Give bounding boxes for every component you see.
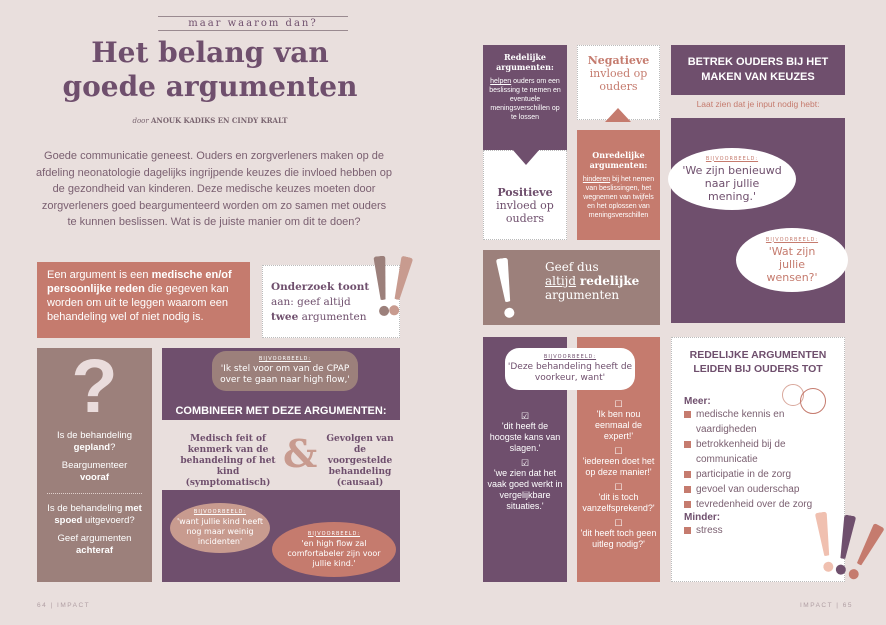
- speech-bubble: [212, 351, 358, 391]
- more-label: Meer:: [684, 396, 711, 407]
- timing-q2-post: uitgevoerd?: [82, 515, 135, 526]
- positive-bold: Positieve: [497, 186, 553, 199]
- involve-quote-2: 'Wat zijn jullie wensen?': [766, 244, 818, 284]
- less-label: Minder:: [684, 512, 721, 523]
- involve-quote-1: 'We zijn benieuwd naar jullie mening.': [682, 163, 782, 203]
- arrow-down-icon: [512, 149, 540, 165]
- list-item: [684, 467, 832, 482]
- list-item: 'dit heeft toch geen uitleg nodig?': [580, 528, 657, 549]
- negative-rest: invloed op ouders: [589, 67, 648, 93]
- exclamation-icon: [495, 257, 517, 320]
- timing-q1-pre: Is de behandeling: [56, 430, 132, 441]
- example-quote: 'Deze behandeling heeft de voorkeur, want': [507, 362, 633, 383]
- list-item: 'we zien dat het vaak goed werkt in vergelijkbare situaties.': [487, 468, 563, 511]
- example-label: BIJVOORBEELD:: [307, 530, 361, 537]
- timing-q2-pre: Is de behandeling: [47, 503, 125, 514]
- checkbox-icon: [684, 441, 691, 448]
- speech-bubble: [272, 522, 396, 577]
- list-item: [684, 437, 832, 467]
- arrow-up-icon: [605, 108, 631, 122]
- involve-heading: BETREK OUDERS BIJ HET MAKEN VAN KEUZES: [687, 56, 829, 83]
- example-label: BIJVOORBEELD:: [258, 356, 312, 362]
- unreasonable-underlined: hinderen: [582, 176, 611, 183]
- checkbox-icon: [684, 486, 691, 493]
- timing-a2-bold: achteraf: [76, 545, 113, 556]
- always-line3: argumenten: [545, 288, 620, 302]
- speech-bubble: [736, 228, 848, 292]
- always-box: [483, 250, 660, 325]
- byline-authors: ANOUK KADIKS EN CINDY KRALT: [150, 116, 288, 125]
- research-line2: aan: geef altijd: [271, 296, 351, 308]
- always-bold: redelijke: [579, 274, 640, 288]
- kicker: maar waarom dan?: [158, 16, 348, 31]
- checked-box-icon: ☑: [520, 411, 530, 421]
- definition-box: [37, 262, 250, 338]
- timing-a2-pre: Geef argumenten: [57, 533, 132, 544]
- timing-q1-post: ?: [110, 442, 116, 453]
- speech-bubble: [170, 503, 270, 553]
- involve-header: [671, 45, 845, 95]
- example-label: BIJVOORBEELD:: [543, 354, 597, 360]
- empty-checkbox-icon: ☐: [614, 482, 623, 492]
- research-bold: twee: [271, 311, 299, 323]
- timing-q1-bold: gepland: [73, 442, 111, 453]
- negative-bold: Negatieve: [587, 54, 650, 67]
- example-label: BIJVOORBEELD:: [705, 155, 759, 162]
- reasonable-title: Redelijke argumenten:: [496, 52, 554, 72]
- unreasonable-title: Onredelijke argumenten:: [589, 150, 648, 170]
- list-item: 'iedereen doet het op deze manier!': [582, 456, 655, 477]
- unreasonable-text: bij het nemen van beslissingen, het wegnemen van twijfels en het oplossen van meningsverschillen: [583, 176, 655, 219]
- list-item-text: gevoel van ouderschap: [696, 484, 800, 495]
- results-heading: REDELIJKE ARGUMENTEN LEIDEN BIJ OUDERS TOT: [689, 349, 827, 375]
- reasonable-underlined: helpen: [490, 78, 512, 85]
- definition-pre: Een argument is een: [47, 269, 152, 281]
- list-item-text: stress: [696, 525, 723, 536]
- list-item-text: tevredenheid over de zorg: [696, 499, 813, 510]
- page-number-right: IMPACT | 65: [800, 602, 853, 609]
- timing-q2-bold: met spoed: [54, 503, 142, 526]
- empty-checkbox-icon: ☐: [614, 446, 623, 456]
- example-label: BIJVOORBEELD:: [765, 236, 819, 243]
- definition-bold: medische en/of persoonlijke reden: [47, 269, 232, 295]
- list-item-text: participatie in de zorg: [696, 469, 792, 480]
- involve-sub: Laat zien dat je input nodig hebt:: [696, 99, 820, 109]
- always-underlined: altijd: [545, 274, 577, 288]
- list-item-text: medische kennis en vaardigheden: [696, 409, 785, 435]
- checked-box-icon: ☑: [520, 458, 530, 468]
- intro-text: Goede communicatie geneest. Ouders en zorgverleners maken op de afdeling neonatologie dagelijks ingrijpende keuzes die invloed hebben op de gezondheid van kinderen. Deze medische keuzes moeten door zorgverleners goed beargumenteerd worden om zo samen met ouders te kunnen beslissen. Wat is de juiste manier om dit te doen?: [36, 150, 392, 228]
- list-item: 'Ik ben nou eenmaal de expert!': [594, 409, 643, 441]
- checkbox-icon: [684, 411, 691, 418]
- reasonable-box: [483, 45, 567, 150]
- byline: [40, 116, 380, 125]
- list-item: 'dit is toch vanzelfsprekend?': [582, 492, 655, 513]
- positive-box: [483, 150, 567, 240]
- speech-bubble: [505, 348, 635, 390]
- smiley-icon: [800, 388, 826, 414]
- list-item: [684, 497, 832, 512]
- always-line1: Geef dus: [545, 260, 599, 274]
- checkbox-icon: [684, 501, 691, 508]
- example-label: BIJVOORBEELD:: [193, 509, 247, 515]
- quote-left: 'want jullie kind heeft nog maar weinig incidenten': [176, 517, 264, 546]
- involve-body: [671, 118, 845, 323]
- speech-bubble: [668, 148, 796, 210]
- reasonable-text: ouders om een beslissing te nemen en eventuele meningsverschillen op te lossen: [489, 78, 561, 121]
- page-title: [5, 36, 415, 104]
- argument-symptomatic: Medisch feit of kenmerk van de behandeling of het kind (symptomatisch): [180, 434, 276, 488]
- byline-prefix: door: [132, 117, 149, 125]
- list-item: 'dit heeft de hoogste kans van slagen.': [489, 421, 561, 453]
- list-item: [684, 482, 832, 497]
- example-quote: 'Ik stel voor om van de CPAP over te gaan naar high flow,': [220, 364, 350, 385]
- research-line1: Onderzoek toont: [271, 281, 370, 293]
- ampersand: &: [283, 431, 318, 476]
- empty-checkbox-icon: ☐: [614, 399, 623, 409]
- timing-box: [37, 344, 152, 582]
- checkbox-icon: [684, 527, 691, 534]
- title-line-2: goede argumenten: [62, 70, 358, 103]
- timing-a1-pre: Beargumenteer: [61, 460, 128, 471]
- research-rest: argumenten: [298, 311, 367, 323]
- definition-post: die gegeven kan worden om uit te leggen waarom een behandeling wel of niet nodig is.: [47, 283, 229, 323]
- timing-a1-bold: vooraf: [79, 472, 110, 483]
- quote-right: 'en high flow zal comfortabeler zijn voor jullie kind.': [287, 538, 381, 568]
- question-mark-icon: ?: [71, 344, 118, 429]
- empty-checkbox-icon: ☐: [614, 518, 623, 528]
- list-item: [684, 523, 832, 538]
- list-item-text: betrokkenheid bij de communicatie: [696, 439, 786, 465]
- checkbox-icon: [684, 471, 691, 478]
- page-number-left: 64 | IMPACT: [37, 602, 91, 609]
- unreasonable-box: [577, 130, 660, 240]
- positive-rest: invloed op ouders: [496, 199, 554, 225]
- title-line-1: Het belang van: [91, 36, 329, 69]
- argument-causal: Gevolgen van de voorgestelde behandeling (causaal): [326, 434, 394, 488]
- combine-heading: COMBINEER MET DEZE ARGUMENTEN:: [175, 405, 387, 417]
